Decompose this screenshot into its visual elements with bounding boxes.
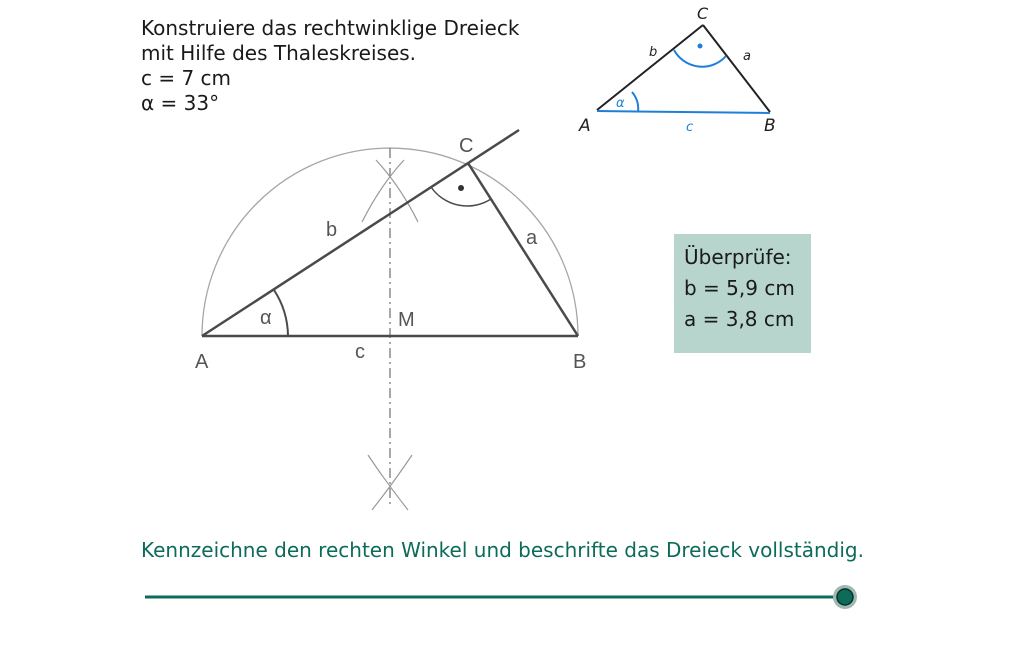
check-box	[674, 234, 811, 353]
sketch-label-b-vertex: B	[764, 116, 776, 136]
check-title: Überprüfe:	[684, 245, 792, 269]
sketch-side-b	[597, 25, 703, 110]
slider-handle[interactable]	[833, 585, 857, 609]
sketch-right-angle-arc	[674, 50, 726, 67]
sketch-label-side-c: c	[686, 120, 694, 135]
compass-arc	[362, 160, 404, 222]
given-side-c: c = 7 cm	[141, 66, 232, 90]
label-vertex-c: C	[459, 135, 474, 157]
side-b-ray	[202, 130, 519, 336]
step-slider[interactable]	[0, 575, 1032, 620]
sketch-side-c	[597, 111, 770, 113]
side-a	[468, 163, 578, 336]
task-line-1: Konstruiere das rechtwinklige Dreieck	[141, 16, 520, 40]
check-value-a: a = 3,8 cm	[684, 307, 795, 331]
label-side-c: c	[355, 341, 365, 363]
label-vertex-a: A	[195, 351, 209, 373]
label-midpoint-m: M	[398, 309, 415, 331]
given-angle-alpha: α = 33°	[141, 91, 220, 115]
check-value-b: b = 5,9 cm	[684, 276, 795, 300]
sketch-side-a	[703, 25, 770, 112]
sketch-label-side-b: b	[649, 45, 658, 60]
label-side-a: a	[526, 227, 538, 249]
label-vertex-b: B	[573, 351, 587, 373]
compass-arc	[376, 160, 418, 222]
sketch-label-a-vertex: A	[579, 116, 591, 136]
right-angle-dot	[458, 185, 464, 191]
task-line-2: mit Hilfe des Thaleskreises.	[141, 41, 417, 65]
label-angle-alpha: α	[260, 307, 272, 329]
sketch-triangle	[578, 4, 776, 136]
label-side-b: b	[326, 219, 338, 241]
sketch-label-alpha: α	[616, 96, 625, 111]
compass-arc	[368, 455, 408, 510]
compass-arc	[372, 455, 412, 510]
sketch-label-c-vertex: C	[697, 4, 709, 23]
sketch-label-side-a: a	[743, 49, 751, 64]
angle-alpha-arc	[274, 290, 288, 336]
sketch-right-angle-dot	[698, 44, 703, 49]
instruction-text: Kennzeichne den rechten Winkel und beschrifte das Dreieck vollständig.	[141, 538, 864, 562]
sketch-angle-alpha-arc	[632, 92, 638, 112]
